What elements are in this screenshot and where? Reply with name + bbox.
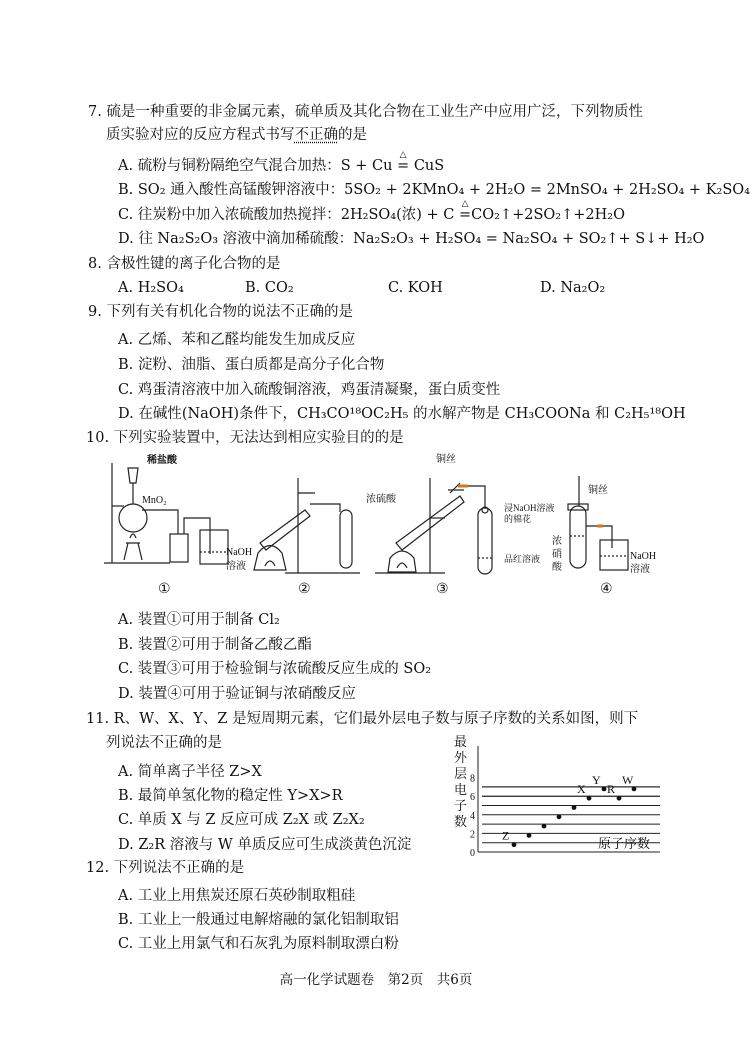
- q8-option-a: A. H₂SO₄: [118, 280, 184, 296]
- graph-y-axis-label-char: 子: [454, 798, 468, 813]
- apparatus-1: [104, 463, 228, 564]
- q7-option-a-product: CuS: [413, 158, 445, 174]
- q10-option-b: B. 装置②可用于制备乙酸乙酯: [118, 637, 312, 653]
- apparatus-2: [254, 478, 360, 573]
- graph-data-point: [542, 824, 547, 829]
- apparatus-3: [375, 478, 492, 574]
- page-footer: 高一化学试题卷 第2页 共6页: [279, 972, 473, 988]
- graph-data-point: [527, 833, 532, 838]
- graph-data-point: [632, 787, 637, 792]
- label-solution-1: 溶液: [226, 561, 246, 572]
- q8-option-b: B. CO₂: [245, 280, 294, 296]
- label-magenta-solution: 品红溶液: [504, 554, 541, 564]
- graph-y-axis-label-char: 数: [454, 814, 468, 829]
- q11-electron-graph: [448, 732, 670, 860]
- q7-option-a: [118, 156, 444, 176]
- graph-y-tick-label: 2: [470, 829, 475, 841]
- graph-data-point: [617, 796, 622, 801]
- q10-option-c: C. 装置③可用于检验铜与浓硫酸反应生成的 SO₂: [118, 661, 432, 677]
- heat-equals-sign: △ =: [459, 205, 471, 225]
- q7-stem-part1: 质实验对应的反应方程式书写: [106, 127, 295, 143]
- graph-x-axis-label: 原子序数: [598, 836, 651, 851]
- label-naoh-cotton-1: 浸NaOH溶液: [504, 503, 555, 513]
- label-apparatus-4: ④: [600, 582, 613, 597]
- label-naoh-2: NaOH: [630, 551, 657, 562]
- q10-option-a: A. 装置①可用于制备 Cl₂: [118, 612, 280, 628]
- label-conc-h2so4: 浓硫酸: [366, 494, 396, 505]
- label-apparatus-3: ③: [436, 582, 449, 597]
- q7-stem-part3: 的是: [338, 127, 367, 143]
- graph-y-tick-label: 8: [470, 773, 475, 785]
- label-copper-wire-1: 铜丝: [436, 454, 456, 465]
- graph-y-axis-label-char: 最: [454, 734, 468, 749]
- graph-point-label: Z: [502, 828, 510, 843]
- label-apparatus-1: ①: [158, 582, 171, 597]
- q11-option-c: C. 单质 X 与 Z 反应可成 Z₂X 或 Z₂X₂: [118, 812, 365, 828]
- label-naoh-1: NaOH: [226, 547, 253, 558]
- q12-option-c: C. 工业上用氯气和石灰乳为原料制取漂白粉: [118, 936, 399, 952]
- heat-equals-sign: △ =: [397, 156, 409, 176]
- label-dilute-hcl: 稀盐酸: [147, 455, 177, 466]
- label-conc-hno3-3: 酸: [552, 562, 562, 573]
- q7-option-d: D. 往 Na₂S₂O₃ 溶液中滴加稀硫酸：Na₂S₂O₃ + H₂SO₄ = Na₂SO₄ + SO₂↑+ S↓+ H₂O: [118, 231, 705, 247]
- q9-stem: 9. 下列有关有机化合物的说法不正确的是: [88, 304, 353, 320]
- q7-option-b: B. SO₂ 通入酸性高锰酸钾溶液中：5SO₂ + 2KMnO₄ + 2H₂O = 2MnSO₄ + 2H₂SO₄ + K₂SO₄: [118, 182, 750, 198]
- graph-point-label: R: [607, 782, 616, 797]
- q7-option-a-text: A. 硫粉与铜粉隔绝空气混合加热：S + Cu: [118, 158, 398, 174]
- q11-option-b: B. 最简单氢化物的稳定性 Y>X>R: [118, 788, 343, 804]
- graph-y-axis-label-char: 电: [454, 782, 468, 797]
- q7-stem-line1: 7. 硫是一种重要的非金属元素，硫单质及其化合物在工业生产中应用广泛，下列物质性: [88, 104, 643, 120]
- graph-data-point: [587, 796, 592, 801]
- q10-stem: 10. 下列实验装置中，无法达到相应实验目的的是: [86, 430, 404, 446]
- label-conc-hno3-2: 硝: [552, 549, 562, 560]
- graph-y-tick-label: 6: [470, 792, 475, 804]
- graph-point-label: Y: [592, 772, 601, 787]
- q12-option-b: B. 工业上一般通过电解熔融的氯化铝制取铝: [118, 912, 399, 928]
- q7-option-c-product: CO₂↑+2SO₂↑+2H₂O: [471, 207, 625, 223]
- q9-option-c: C. 鸡蛋清溶液中加入硫酸铜溶液，鸡蛋清凝聚，蛋白质变性: [118, 382, 501, 398]
- label-apparatus-2: ②: [298, 582, 311, 597]
- q11-stem-line1: 11. R、W、X、Y、Z 是短周期元素，它们最外层电子数与原子序数的关系如图，则下: [86, 711, 639, 727]
- graph-y-tick-label: 4: [470, 810, 475, 822]
- graph-y-axis-label-char: 层: [454, 766, 468, 781]
- q10-option-d: D. 装置④可用于验证铜与浓硝酸反应: [118, 686, 356, 702]
- graph-data-point: [557, 814, 562, 819]
- label-solution-2: 溶液: [630, 564, 650, 575]
- q8-option-d: D. Na₂O₂: [540, 280, 606, 296]
- q10-apparatus-figure: [100, 448, 670, 597]
- q9-option-a: A. 乙烯、苯和乙醛均能发生加成反应: [118, 332, 356, 348]
- q8-option-c: C. KOH: [388, 280, 443, 296]
- q9-option-b: B. 淀粉、油脂、蛋白质都是高分子化合物: [118, 357, 385, 373]
- q11-option-d: D. Z₂R 溶液与 W 单质反应可生成淡黄色沉淀: [118, 837, 412, 853]
- q11-stem-line2: 列说法不正确的是: [106, 735, 222, 751]
- graph-data-point: [572, 805, 577, 810]
- graph-data-point: [512, 842, 517, 847]
- q11-option-a: A. 简单离子半径 Z>X: [118, 764, 262, 780]
- graph-data-point: [602, 787, 607, 792]
- q7-stem-emphasis: 不正确: [294, 127, 338, 143]
- q9-option-d: D. 在碱性(NaOH)条件下，CH₃CO¹⁸OC₂H₅ 的水解产物是 CH₃COONa 和 C₂H₅¹⁸OH: [118, 406, 686, 422]
- q7-option-c-text: C. 往炭粉中加入浓硫酸加热搅拌：2H₂SO₄(浓) + C: [118, 207, 459, 223]
- q12-option-a: A. 工业上用焦炭还原石英砂制取粗硅: [118, 888, 356, 904]
- graph-point-label: W: [622, 772, 634, 787]
- q7-option-c: [118, 205, 625, 225]
- graph-point-label: X: [577, 782, 586, 797]
- label-copper-wire-2: 铜丝: [588, 485, 608, 496]
- q12-stem: 12. 下列说法不正确的是: [86, 860, 245, 876]
- graph-y-axis-label-char: 外: [454, 750, 468, 765]
- graph-y-tick-label: 0: [470, 848, 475, 859]
- q7-stem-line2: [106, 125, 367, 145]
- label-conc-hno3-1: 浓: [552, 536, 562, 547]
- q8-stem: 8. 含极性键的离子化合物的是: [88, 256, 281, 272]
- label-mno2: MnO₂: [142, 495, 167, 506]
- label-naoh-cotton-2: 的棉花: [504, 514, 532, 524]
